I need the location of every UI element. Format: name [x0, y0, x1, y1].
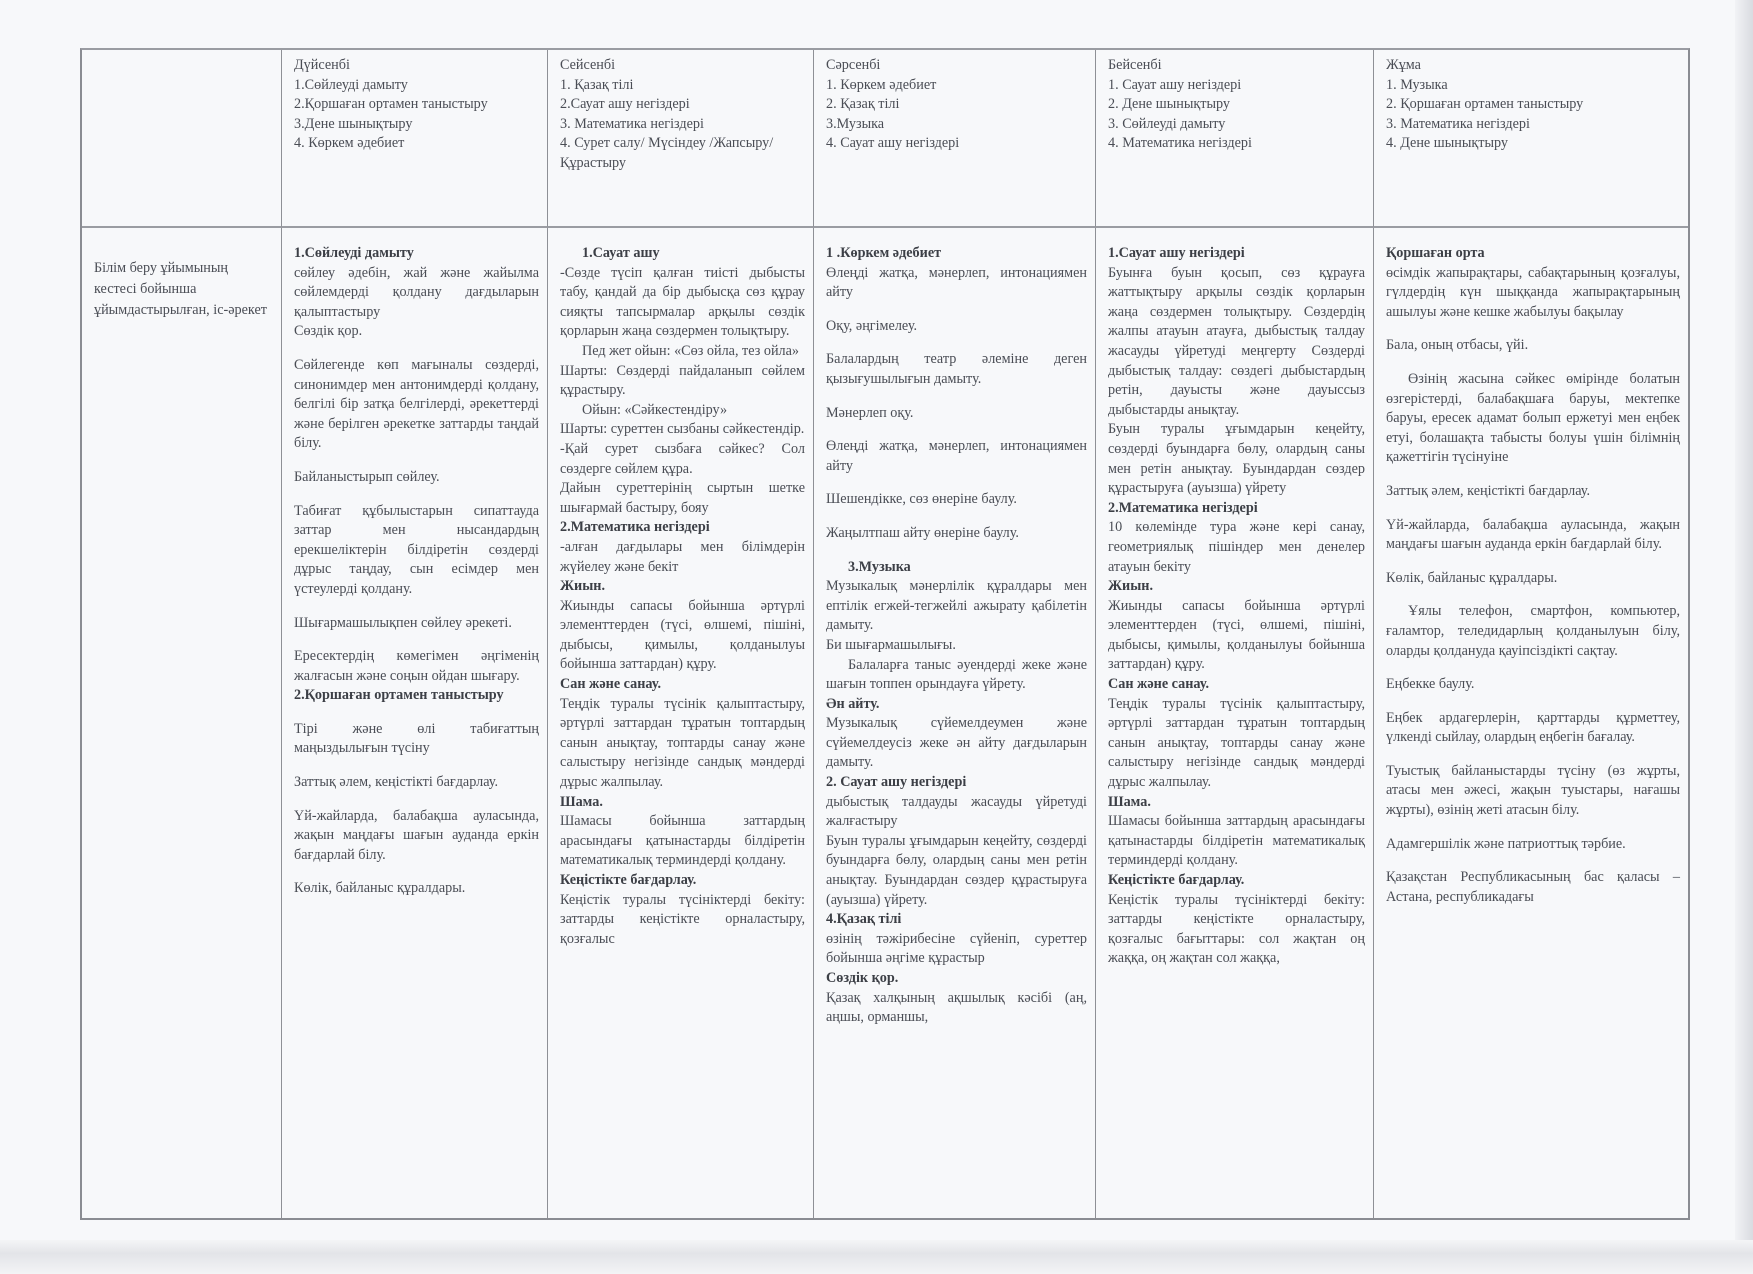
activity-text: Шығармашылықпен сөйлеу әрекеті.: [294, 614, 512, 631]
activity-text: Шешендікке, сөз өнеріне баулу.: [826, 491, 1017, 508]
activity-text: Ересектердің көмегімен әңгіменің жалғасын және соңын ойдан шығару.: [294, 648, 539, 684]
activity-text: өзінің тәжірибесіне сүйеніп, суреттер бойынша әңгіме құрастыр: [826, 930, 1087, 967]
section-heading: Жиын.: [560, 578, 606, 595]
activity-text: Өлеңді жатқа, мәнерлеп, интонациямен айту: [826, 264, 1087, 301]
activity-text: Буын туралы ұғымдарын кеңейту, сөздерді буындарға бөлу, олардың саны мен ретін анықтау. Буындардан сөздер құрастыруға (ауызша) үйрету.: [826, 832, 1087, 908]
activity-text: Бала, оның отбасы, үйі.: [1386, 337, 1529, 354]
thursday-activity-cell: [1096, 228, 1374, 1218]
friday-activity-cell: [1374, 228, 1688, 1218]
activity-text: Заттық әлем, кеңістікті бағдарлау.: [294, 774, 498, 791]
section-heading: Жиын.: [1108, 578, 1154, 595]
activity-text: өсімдік жапырақтары, сабақтарының қозғалуы, гүлдердің күн шыққанда жапырақтарының ашылуы және кешке жабылуы бақылау: [1386, 264, 1680, 320]
activity-text: Музыкалық сүйемелдеумен және сүйемелдеусіз жеке ән айту дағдыларын дамыту.: [826, 715, 1087, 771]
activity-text: Оқу, әңгімелеу.: [826, 317, 918, 334]
activity-text: Би шығармашылығы.: [826, 636, 956, 653]
day-name: Сәрсенбі: [826, 57, 881, 73]
row-label: Білім беру ұйымының кестесі бойынша ұйымдастырылған, іс-әрекет: [94, 260, 267, 318]
section-heading: 2. Сауат ашу негіздері: [826, 774, 967, 791]
subject-item: 1.Сөйлеуді дамыту: [294, 76, 408, 93]
subject-item: 1. Музыка: [1386, 76, 1448, 93]
scan-bottom-shadow: [0, 1240, 1753, 1274]
activity-text: Дайын суреттерінің сыртын шетке шығармай бастыру, бояу: [560, 480, 805, 516]
scan-edge-shadow: [1735, 0, 1753, 1274]
activity-text: Ұялы телефон, смартфон, компьютер, ғаламтор, теледидарлың қолданылуын білу, оларды қолдануда қауіпсіздікті сақтау.: [1386, 603, 1680, 659]
subject-item: 3. Сөйлеуді дамыту: [1108, 115, 1226, 132]
section-heading: Шама.: [1108, 793, 1151, 810]
subject-item: 4. Сурет салу/ Мүсіндеу /Жапсыру/Құрастыру: [560, 135, 774, 171]
subject-item: 1. Көркем әдебиет: [826, 76, 937, 93]
activity-text: Шарты: суреттен сызбаны сәйкестендір.: [560, 421, 805, 438]
activity-text: Сөйлегенде көп мағыналы сөздерді, синонимдер мен антонимдерді қолдану, белгілі бір затқа белгілерді, әрекеттерді және берілген әрекетке заттарды таңдай білу.: [294, 356, 539, 452]
section-heading: 1.Сауат ашу: [582, 245, 660, 261]
section-heading: 2.Математика негіздері: [560, 519, 710, 536]
activity-text: Жиынды сапасы бойынша әртүрлі элементтерден (түсі, өлшемі, пішіні, дыбысы, қимылы, қолданылуы бойынша заттардан) құру.: [1108, 597, 1365, 673]
tuesday-activity-cell: [548, 228, 814, 1218]
subject-item: 3.Музыка: [826, 115, 885, 132]
activity-text: Буынға буын қосып, сөз құрауға жаттықтыру арқылы сөздік қорларын жаңа сөздермен толықтыру. Сөздердің жалпы атауын атауға, дыбыстық талдау жасауды үйретуді меңгерту Сөздерді дыбыстық талдау: сөздегі дыбыстардың ретін, дауысты және дауыссыз дыбыстарды анықтау.: [1108, 264, 1365, 418]
subject-item: 2.Қоршаған ортамен таныстыру: [294, 96, 488, 113]
activity-text: Өлеңді жатқа, мәнерлеп, интонациямен айту: [826, 438, 1087, 474]
section-heading: 2.Қоршаған ортамен таныстыру: [294, 687, 504, 704]
subject-item: 2. Дене шынықтыру: [1108, 96, 1230, 113]
subject-item: 2. Қазақ тілі: [826, 96, 900, 113]
activity-text: Музыкалық мәнерлілік құралдары мен ептілік егжей-тегжейлі ажырату қабілетін дамыту.: [826, 578, 1087, 634]
header-label-cell: [82, 50, 282, 228]
activity-text: Ойын: «Сәйкестендіру»: [582, 401, 728, 418]
section-heading: Сан және санау.: [1108, 676, 1209, 693]
subject-item: 4. Математика негіздері: [1108, 135, 1252, 152]
activity-text: -Сөзде түсіп қалған тиісті дыбысты табу, қандай да бір дыбысқа сөз құрау сияқты тапсырмалар арқылы сөздік қорларын жаңа сөздермен толықтыру.: [560, 264, 805, 340]
wednesday-activity-cell: [814, 228, 1096, 1218]
activity-text: Пед жет ойын: «Сөз ойла, тез ойла»: [582, 342, 800, 359]
section-heading: 1 .Көркем әдебиет: [826, 245, 942, 261]
activity-text: Үй-жайларда, балабақша ауласында, жақын маңдағы шағын аудандa еркін бағдарлай білу.: [294, 807, 539, 863]
activity-text: Туыстық байланыстарды түсіну (өз жұрты, атасы мен әжесі, жақын туыстары, нағашы жұрты), өзінің жеті атасын білу.: [1386, 762, 1680, 819]
day-name: Бейсенбі: [1108, 57, 1162, 73]
subject-item: 1. Сауат ашу негіздері: [1108, 76, 1242, 93]
section-heading: 3.Музыка: [848, 558, 911, 575]
activity-text: Кеңістік туралы түсініктерді бекіту: заттарды кеңістікте орналастыру, қозғалыс бағыттары: сол жақтан оң жаққа, оң жақтан сол жаққа,: [1108, 891, 1365, 967]
section-heading: Ән айту.: [826, 695, 880, 712]
header-day-cell: [1096, 50, 1374, 228]
header-day-cell: [1374, 50, 1688, 228]
day-name: Сейсенбі: [560, 57, 616, 73]
activity-text: Мәнерлеп оқу.: [826, 404, 914, 421]
day-name: Дүйсенбі: [294, 57, 350, 73]
activity-text: Теңдік туралы түсінік қалыптастыру, әртүрлі заттардан тұратын топтардың санын анықтау, топтарды санау және салыстыру негізінде сандық мәндерді дұрыс жалпылау.: [560, 695, 805, 791]
activity-text: сөйлеу әдебін, жай және жайылма сөйлемдерді қолдану дағдыларын қалыптастыру: [294, 264, 539, 320]
activity-text: Еңбек ардагерлерін, қарттарды құрметтеу, үлкенді сыйлау, олардың еңбегін бағалау.: [1386, 709, 1680, 746]
section-heading: 1.Сөйлеуді дамыту: [294, 245, 414, 261]
header-day-cell: [814, 50, 1096, 228]
section-heading: Қоршаған орта: [1386, 245, 1485, 261]
section-heading: 1.Сауат ашу негіздері: [1108, 245, 1245, 261]
activity-text: Өзінің жасына сәйкес өміріндe болатын өзгерістерді, балабақшаға баруы, мектепке баруы, ересек адамат болып ержетуі мен еңбек етуі, болашақта табысты болуы үшін білімнің қажеттігін түсінуіне: [1386, 370, 1680, 466]
activity-text: Байланыстырып сөйлеу.: [294, 468, 440, 485]
section-heading: Шама.: [560, 793, 603, 810]
section-heading: Сөздік қор.: [826, 970, 899, 986]
activity-text: Теңдік туралы түсінік қалыптастыру, әртүрлі заттардан тұратын топтардың санын анықтау, топтарды санау және салыстыру негізінде сандық мәндерді дұрыс жалпылау.: [1108, 695, 1365, 791]
subject-item: 3. Математика негіздері: [560, 115, 704, 132]
section-heading: 4.Қазақ тілі: [826, 911, 902, 928]
subject-item: 3. Математика негіздері: [1386, 115, 1530, 132]
activity-text: Үй-жайларда, балабақша ауласында, жақын маңдағы шағын аудандa еркін бағдарлай білу.: [1386, 516, 1680, 553]
activity-text: Қазақ халқының ақшылық кәсібі (аң, аңшы, орманшы,: [826, 989, 1087, 1026]
day-name: Жұма: [1386, 57, 1421, 73]
activity-text: Буын туралы ұғымдарын кеңейту, сөздерді буындарға бөлу, олардың саны мен ретін анықтау. Буындардан сөздер құрастыруға (ауызша) үйрету: [1108, 421, 1365, 497]
monday-activity-cell: [282, 228, 548, 1218]
activity-text: Көлік, байланыс құралдары.: [1386, 569, 1558, 586]
row-label-cell: [82, 228, 282, 1218]
activity-text: -Қай сурет сызбаға сәйкес? Сол сөздерге сөйлем құра.: [560, 440, 805, 477]
subject-item: 2.Сауат ашу негіздері: [560, 96, 690, 113]
subject-item: 4. Көркем әдебиет: [294, 135, 405, 152]
activity-text: Тірі және өлі табиғаттың маңыздылығын түсіну: [294, 720, 539, 757]
section-heading: Кеңістікте бағдарлау.: [1108, 872, 1245, 888]
activity-text: Заттық әлем, кеңістікті бағдарлау.: [1386, 482, 1590, 499]
activity-text: -алған дағдылары мен білімдерін жүйелеу және бекіт: [560, 538, 805, 575]
subject-item: 4. Сауат ашу негіздері: [826, 135, 960, 152]
header-day-cell: [282, 50, 548, 228]
activity-text: Кеңістік туралы түсініктерді бекіту: заттарды кеңістікте орналастыру, қозғалыс: [560, 891, 805, 947]
activity-text: 10 көлемінде тура және кері санау, геометриялық пішіндер мен денелер атауын бекіту: [1108, 519, 1365, 575]
activity-text: Қазақстан Республикасының бас қаласы – Астана, республикадағы: [1386, 869, 1680, 905]
section-heading: 2.Математика негіздері: [1108, 499, 1258, 516]
subject-item: 4. Дене шынықтыру: [1386, 135, 1508, 152]
header-day-cell: [548, 50, 814, 228]
activity-text: Балаларға таныс әуендерді жеке және шағын топпен орындауға үйрету.: [826, 656, 1087, 693]
activity-text: Шамасы бойынша заттардың арасындағы қатынастарды білдіретін математикалық терминдерді қолдану.: [560, 813, 805, 869]
activity-text: Жаңылтпаш айту өнеріне баулу.: [826, 524, 1019, 541]
section-heading: Кеңістікте бағдарлау.: [560, 872, 697, 888]
activity-text: Шарты: Сөздерді пайдаланып сөйлем құрастыру.: [560, 362, 805, 399]
subject-item: 2. Қоршаған ортамен таныстыру: [1386, 96, 1584, 113]
activity-text: Шамасы бойынша заттардың арасындағы қатынастарды білдіретін математикалық терминдерді қолдану.: [1108, 813, 1365, 869]
weekly-schedule-table: [80, 48, 1690, 1220]
activity-text: Жиынды сапасы бойынша әртүрлі элементтерден (түсі, өлшемі, пішіні, дыбысы, қимылы, қолданылуы бойынша заттардан) құру.: [560, 597, 805, 673]
activity-text: Көлік, байланыс құралдары.: [294, 880, 466, 897]
activity-text: Адамгершілік және патриоттық тәрбие.: [1386, 835, 1626, 852]
subject-item: 1. Қазақ тілі: [560, 76, 634, 93]
subject-item: 3.Дене шынықтыру: [294, 115, 413, 132]
section-heading: Сан және санау.: [560, 676, 661, 693]
activity-text: дыбыстық талдауды жасауды үйретуді жалғастыру: [826, 793, 1087, 830]
activity-text: Сөздік қор.: [294, 323, 363, 340]
activity-text: Балалардың театр әлеміне деген қызығушылығын дамыту.: [826, 351, 1087, 387]
activity-text: Табиғат құбылыстарын сипаттауда заттар мен нысандардың ерекшеліктерін білдіретін сөздерді дұрыс таңдау, сын есімдер мен үстеулерді қолдану.: [294, 502, 539, 597]
activity-text: Еңбекке баулу.: [1386, 676, 1475, 693]
